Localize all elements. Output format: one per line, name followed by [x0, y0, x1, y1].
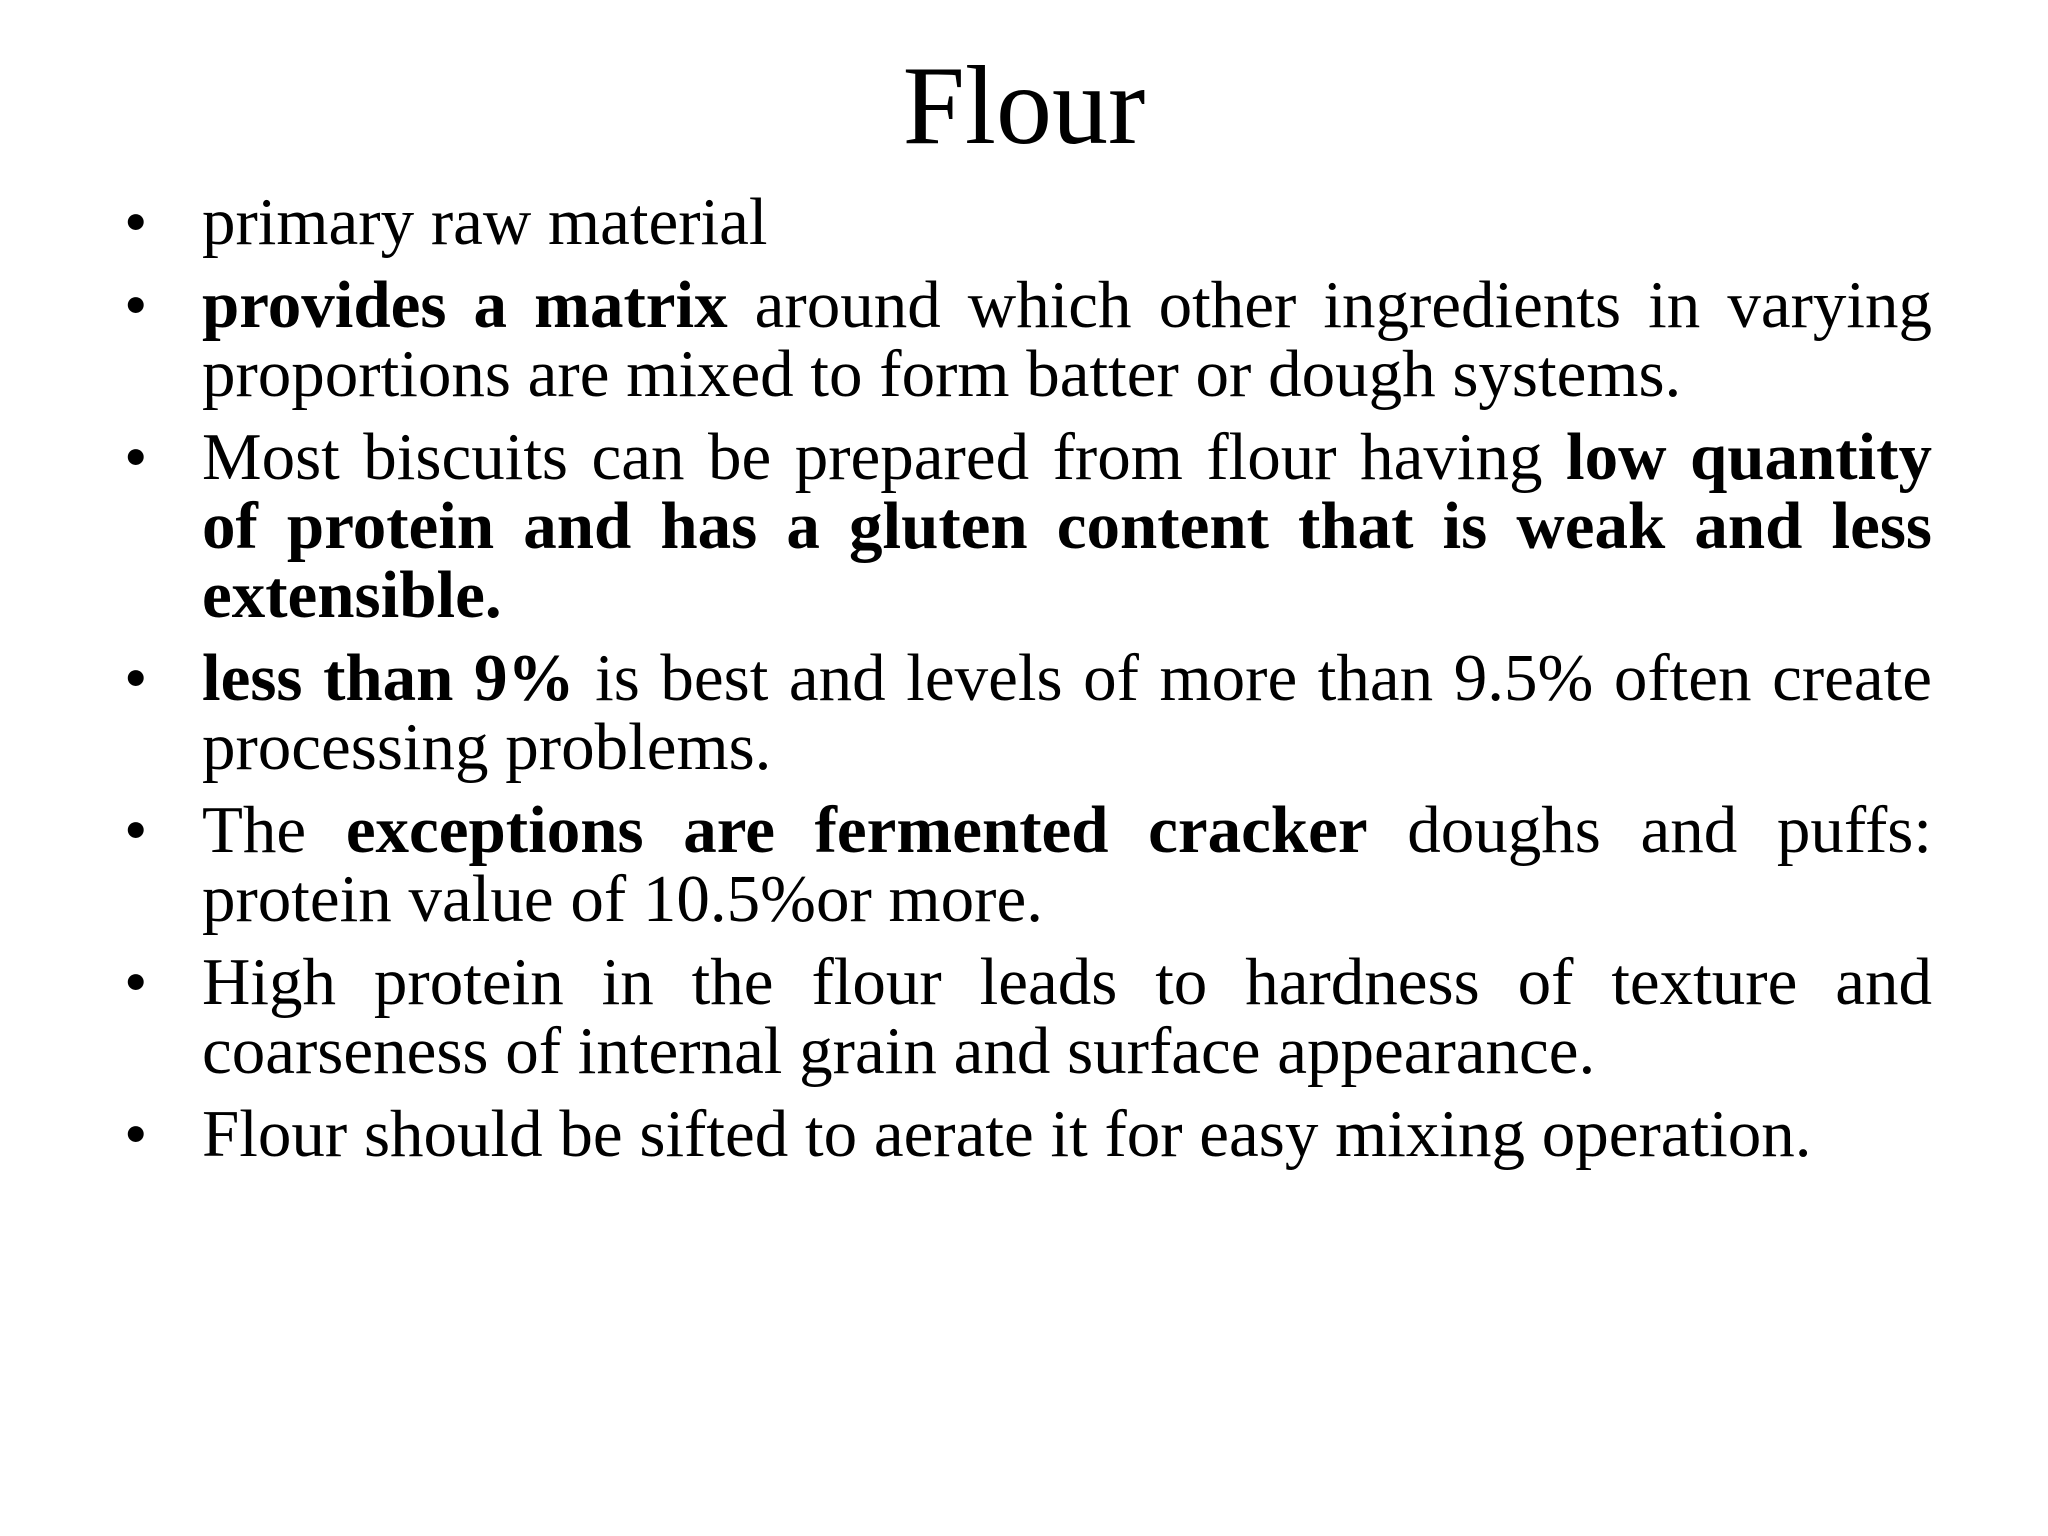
bullet-item	[120, 268, 1932, 411]
bullet-item	[120, 1097, 1932, 1171]
bullet-text: primary raw material	[202, 185, 768, 259]
bullet-text: is best and levels of more than 9.5% often create processing problems.	[202, 641, 1933, 784]
bullet-item	[120, 185, 1932, 259]
bullet-icon: •	[124, 268, 148, 342]
bullet-text-bold: low quantity of protein and has a gluten content that is weak and less extensible.	[202, 420, 1932, 632]
bullet-text-bold: provides a matrix	[202, 268, 728, 342]
bullet-text: around which other ingredients in varying proportions are mixed to form batter or dough systems.	[202, 268, 1932, 411]
bullet-icon: •	[124, 185, 148, 259]
bullet-text-bold: exceptions are fermented cracker	[345, 793, 1368, 867]
bullet-list	[120, 185, 1933, 1183]
bullet-icon: •	[124, 1097, 148, 1171]
bullet-item	[120, 945, 1932, 1088]
bullet-text-bold: less than 9%	[202, 641, 575, 715]
bullet-icon: •	[124, 641, 148, 715]
bullet-text: The	[202, 793, 346, 867]
bullet-text: Flour should be sifted to aerate it for easy mixing operation.	[202, 1097, 1812, 1171]
bullet-icon: •	[124, 945, 148, 1019]
bullet-item	[120, 420, 1932, 632]
bullet-item	[120, 641, 1933, 784]
bullet-item	[120, 793, 1932, 936]
slide-title: Flour	[902, 44, 1146, 168]
bullet-text: Most biscuits can be prepared from flour having	[202, 420, 1566, 494]
bullet-icon: •	[124, 793, 148, 867]
bullet-text: High protein in the flour leads to hardness of texture and coarseness of internal grain and surface appearance.	[202, 945, 1932, 1088]
bullet-text: doughs and puffs: protein value of 10.5%or more.	[202, 793, 1932, 936]
bullet-icon: •	[124, 420, 148, 494]
